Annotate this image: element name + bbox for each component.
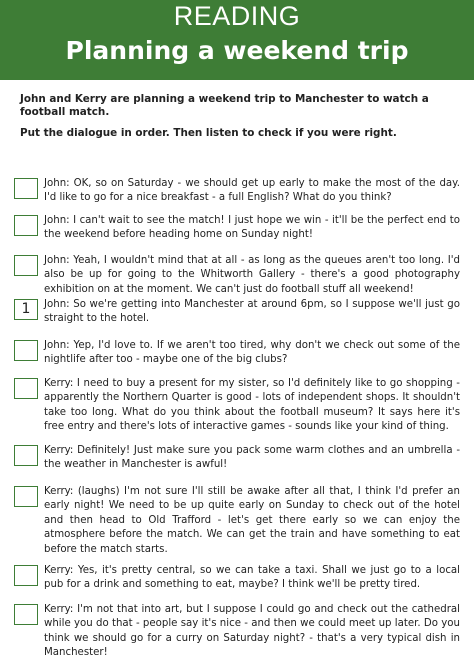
answer-box[interactable] xyxy=(14,445,38,466)
instruction-text: Put the dialogue in order. Then listen to check if you were right. xyxy=(20,127,397,139)
answer-box[interactable] xyxy=(14,215,38,236)
dialogue-line: Kerry: Yes, it's pretty central, so we can take a taxi. Shall we just go to a local pub for a drink and something to eat, maybe? I think we'll be pretty tired. xyxy=(44,565,460,591)
dialogue-line: John: So we're getting into Manchester at around 6pm, so I suppose we'll just go straight to the hotel. xyxy=(44,299,460,325)
dialogue-line: John: OK, so on Saturday - we should get up early to make the most of the day. I'd like to go for a nice breakfast - a full English? What do you think? xyxy=(44,178,460,204)
instructions xyxy=(20,93,460,148)
dialogue-line: John: Yep, I'd love to. If we aren't too tired, why don't we check out some of the nightlife after too - maybe one of the big clubs? xyxy=(44,340,460,366)
scenario-text: John and Kerry are planning a weekend trip to Manchester to watch a football match. xyxy=(20,93,429,118)
answer-box[interactable] xyxy=(14,178,38,199)
dialogue-line: Kerry: I'm not that into art, but I suppose I could go and check out the cathedral while you do that - people say it's nice - and then we could meet up later. Do you think we should go for a curry on Saturday night? - that's a very typical dish in Manchester! xyxy=(44,604,460,659)
dialogue-line: Kerry: (laughs) I'm not sure I'll still be awake after all that, I think I'd prefer an early night! We need to be up quite early on Sunday to check out of the hotel and then head to Old Trafford - let's get there early so we can enjoy the atmosphere before the match. We can get the train and have something to eat before the match starts. xyxy=(44,486,460,555)
answer-box[interactable] xyxy=(14,378,38,399)
answer-box[interactable] xyxy=(14,604,38,625)
answer-box[interactable]: 1 xyxy=(14,299,38,320)
dialogue-line: Kerry: I need to buy a present for my sister, so I'd definitely like to go shopping - apparently the Northern Quarter is good - lots of independent shops. It shouldn't take too long. What do you think about the football museum? It says here it's free entry and there's lots of interactive games - sounds like your kind of thing. xyxy=(44,378,460,433)
page-title: Planning a weekend trip xyxy=(65,36,409,65)
dialogue-line: Kerry: Definitely! Just make sure you pack some warm clothes and an umbrella - the weather in Manchester is awful! xyxy=(44,445,460,471)
answer-box[interactable] xyxy=(14,486,38,507)
dialogue-line: John: I can't wait to see the match! I just hope we win - it'll be the perfect end to the weekend before heading home on Sunday night! xyxy=(44,215,460,241)
section-label: READING xyxy=(173,1,301,31)
dialogue-line: John: Yeah, I wouldn't mind that at all - as long as the queues aren't too long. I'd also be up for going to the Whitworth Gallery - there's a good photography exhibition on at the moment. We can't just do football stuff all weekend! xyxy=(44,255,460,295)
answer-box[interactable] xyxy=(14,255,38,276)
answer-box[interactable] xyxy=(14,565,38,586)
header-banner xyxy=(0,0,474,80)
answer-box[interactable] xyxy=(14,340,38,361)
